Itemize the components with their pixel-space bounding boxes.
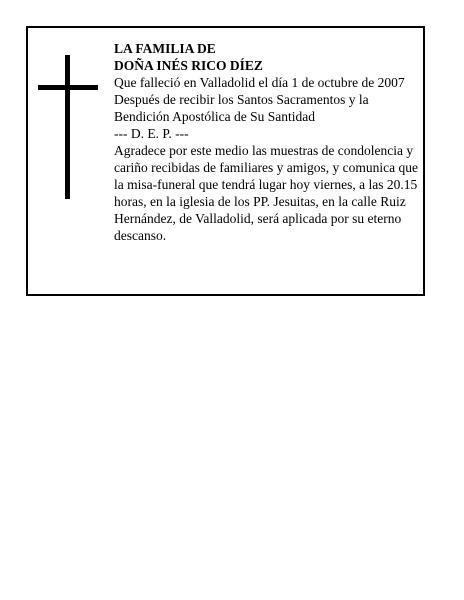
rip-line: --- D. E. P. --- [114, 126, 189, 141]
cross-vertical-bar [65, 55, 70, 199]
notice-text [114, 40, 419, 244]
death-line: Que falleció en Valladolid el día 1 de octubre de 2007 [114, 75, 405, 90]
family-heading: LA FAMILIA DE [114, 41, 216, 56]
sacraments-line: Después de recibir los Santos Sacramentos y la Bendición Apostólica de Su Santidad [114, 92, 369, 124]
cross-horizontal-bar [38, 85, 98, 90]
notice-body: Agradece por este medio las muestras de condolencia y cariño recibidas de familiares y amigos, y comunica que la misa-funeral que tendrá lugar hoy viernes, a las 20.15 horas, en la iglesia de los PP. Jesuitas, en la calle Ruiz Hernández, de Valladolid, será aplicada por su eterno descanso. [114, 143, 419, 243]
deceased-name: DOÑA INÉS RICO DÍEZ [114, 58, 263, 73]
cross-icon [38, 55, 98, 199]
obituary-notice [26, 26, 425, 296]
